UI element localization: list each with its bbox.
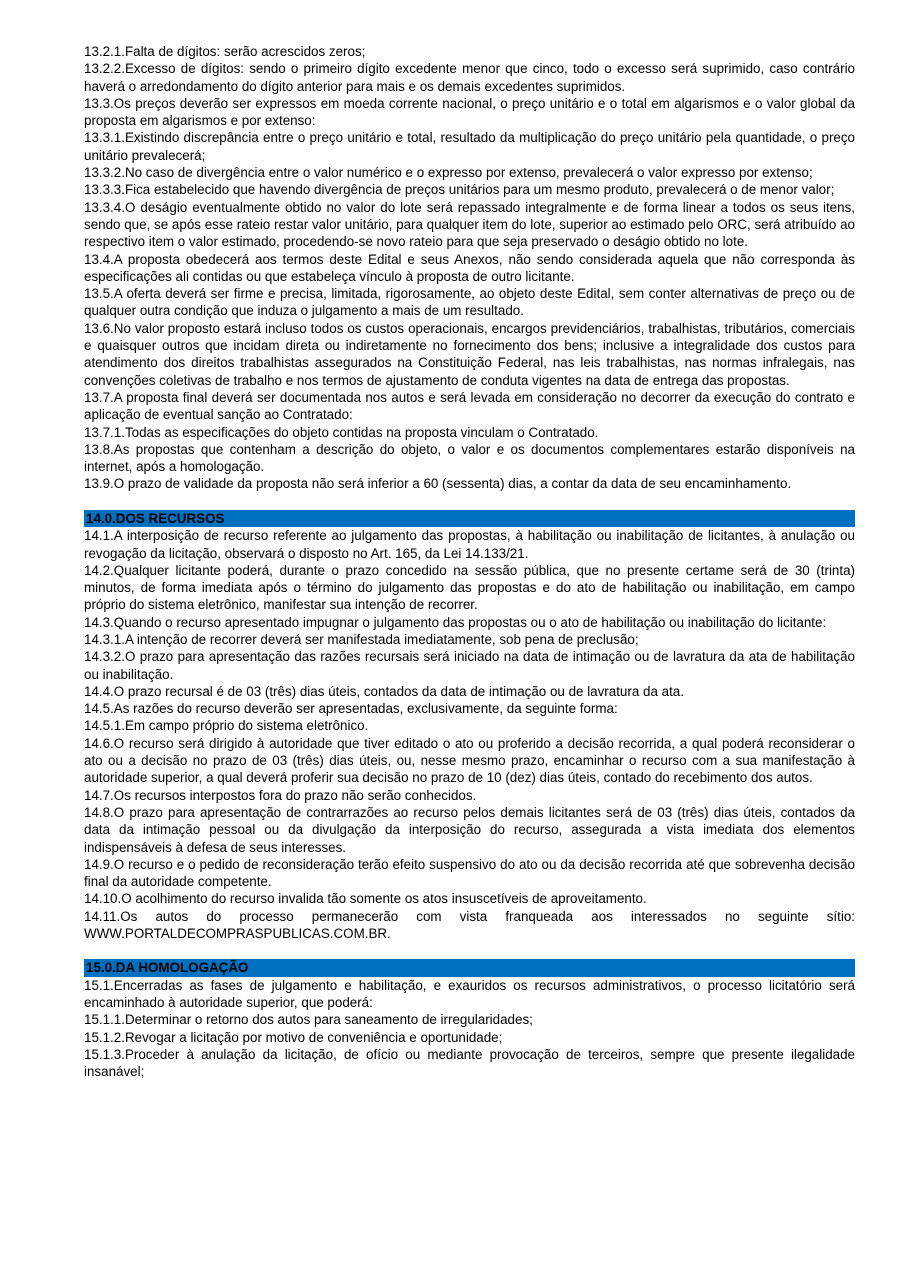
paragraph-14-10: 14.10.O acolhimento do recurso invalida tão somente os atos insuscetíveis de aproveitamento.	[84, 891, 647, 907]
paragraph-14-11: 14.11.Os autos do processo permanecerão com vista franqueada aos interessados no seguinte sítio: WWW.PORTALDECOMPRASPUBLICAS.COM.BR.	[84, 908, 855, 942]
paragraph-14-4: 14.4.O prazo recursal é de 03 (três) dias úteis, contados da data de intimação ou de lavratura da ata.	[84, 683, 684, 699]
section-14-recursos	[84, 527, 855, 942]
paragraph-14-5-1: 14.5.1.Em campo próprio do sistema eletrônico.	[84, 718, 369, 734]
paragraph-13-8: 13.8.As propostas que contenham a descrição do objeto, o valor e os documentos complementares estarão disponíveis na internet, após a homologação.	[84, 441, 855, 475]
paragraph-13-3: 13.3.Os preços deverão ser expressos em moeda corrente nacional, o preço unitário e o total em algarismos e o valor global da proposta em algarismos e por extenso:	[84, 95, 855, 129]
paragraph-13-2-1: 13.2.1.Falta de dígitos: serão acrescidos zeros;	[84, 44, 366, 59]
paragraph-13-4: 13.4.A proposta obedecerá aos termos deste Edital e seus Anexos, não sendo considerada aquela que não corresponda às especificações ali contidas ou que estabeleça vínculo à proposta de outro licitante.	[84, 251, 855, 284]
paragraph-13-2-2: 13.2.2.Excesso de dígitos: sendo o primeiro dígito excedente menor que cinco, todo o excesso será suprimido, caso contrário haverá o arredondamento do dígito anterior para mais e os demais excedentes suprimidos.	[84, 61, 855, 94]
paragraph-14-7: 14.7.Os recursos interpostos fora do prazo não serão conhecidos.	[84, 787, 477, 803]
section-heading-recursos: 14.0.DOS RECURSOS	[84, 510, 855, 528]
paragraph-14-1: 14.1.A interposição de recurso referente ao julgamento das propostas, à habilitação ou inabilitação de licitantes, à anulação ou revogação da licitação, observará o disposto no Art. 165, da Lei 14.133/21.	[84, 528, 855, 561]
paragraph-15-1-2: 15.1.2.Revogar a licitação por motivo de conveniência e oportunidade;	[84, 1029, 503, 1045]
paragraph-15-1-3: 15.1.3.Proceder à anulação da licitação, de ofício ou mediante provocação de terceiros, sempre que presente ilegalidade insanável;	[84, 1047, 855, 1080]
paragraph-14-3-1: 14.3.1.A intenção de recorrer deverá ser manifestada imediatamente, sob pena de preclusão;	[84, 632, 639, 647]
paragraph-13-6: 13.6.No valor proposto estará incluso todos os custos operacionais, encargos previdenciários, trabalhistas, tributários, comerciais e quaisquer outros que incidam direta ou indiretamente no fornecimento dos bens; inclusive a integralidade dos custos para atendimento dos direitos trabalhistas assegurados na Constituição Federal, nas leis trabalhistas, nas normas infralegais, nas convenções coletivas de trabalho e nos termos de ajustamento de conduta vigentes na data de entrega das propostas.	[84, 320, 855, 388]
paragraph-13-5: 13.5.A oferta deverá ser firme e precisa, limitada, rigorosamente, ao objeto deste Edital, sem conter alternativas de preço ou de qualquer outra condição que induza o julgamento a mais de um resultado.	[84, 286, 855, 319]
paragraph-14-3-2: 14.3.2.O prazo para apresentação das razões recursais será iniciado na data de intimação ou de lavratura da ata de habilitação ou inabilitação.	[84, 649, 855, 682]
paragraph-13-7-1: 13.7.1.Todas as especificações do objeto contidas na proposta vinculam o Contratado.	[84, 424, 599, 440]
section-15-homologacao	[84, 977, 855, 1081]
paragraph-13-3-4: 13.3.4.O deságio eventualmente obtido no valor do lote será repassado integralmente e de forma linear a todos os seus itens, sendo que, se após esse rateio restar valor unitário, para qualquer item do lote, superior ao estimado pelo ORC, será atribuído ao respectivo item o valor estimado, procedendo-se novo rateio para que seja preservado o deságio obtido no lote.	[84, 199, 855, 250]
paragraph-14-6: 14.6.O recurso será dirigido à autoridade que tiver editado o ato ou proferido a decisão recorrida, a qual poderá reconsiderar o ato ou a decisão no prazo de 03 (três) dias úteis, ou, nesse mesmo prazo, encaminhar o recurso com a sua manifestação à autoridade superior, a qual deverá proferir sua decisão no prazo de 10 (dez) dias úteis, contado do recebimento dos autos.	[84, 735, 855, 786]
paragraph-14-8: 14.8.O prazo para apresentação de contrarrazões ao recurso pelos demais licitantes será de 03 (três) dias úteis, contados da data da intimação pessoal ou da divulgação da interposição do recurso, assegurada a vista imediata dos elementos indispensáveis à defesa de seus interesses.	[84, 804, 855, 855]
paragraph-13-3-2: 13.3.2.No caso de divergência entre o valor numérico e o expresso por extenso, prevalecerá o valor expresso por extenso;	[84, 165, 813, 181]
section-13-continuation	[84, 43, 855, 493]
paragraph-13-3-3: 13.3.3.Fica estabelecido que havendo divergência de preços unitários para um mesmo produto, prevalecerá o de menor valor;	[84, 182, 835, 198]
paragraph-15-1: 15.1.Encerradas as fases de julgamento e habilitação, e exauridos os recursos administrativos, o processo licitatório será encaminhado à autoridade superior, que poderá:	[84, 977, 855, 1011]
paragraph-15-1-1: 15.1.1.Determinar o retorno dos autos para saneamento de irregularidades;	[84, 1012, 533, 1028]
paragraph-13-9: 13.9.O prazo de validade da proposta não será inferior a 60 (sessenta) dias, a contar da data de seu encaminhamento.	[84, 476, 792, 492]
paragraph-13-3-1: 13.3.1.Existindo discrepância entre o preço unitário e total, resultado da multiplicação do preço unitário pela quantidade, o preço unitário prevalecerá;	[84, 130, 855, 163]
paragraph-14-5: 14.5.As razões do recurso deverão ser apresentadas, exclusivamente, da seguinte forma:	[84, 701, 618, 717]
paragraph-14-9: 14.9.O recurso e o pedido de reconsideração terão efeito suspensivo do ato ou da decisão recorrida até que sobrevenha decisão final da autoridade competente.	[84, 856, 855, 890]
section-heading-homologacao: 15.0.DA HOMOLOGAÇÃO	[84, 959, 855, 977]
paragraph-13-7: 13.7.A proposta final deverá ser documentada nos autos e será levada em consideração no decorrer da execução do contrato e aplicação de eventual sanção ao Contratado:	[84, 389, 855, 423]
paragraph-14-2: 14.2.Qualquer licitante poderá, durante o prazo concedido na sessão pública, que no presente certame será de 30 (trinta) minutos, de forma imediata após o término do julgamento das propostas e do ato de habilitação ou inabilitação, em campo próprio do sistema eletrônico, manifestar sua intenção de recorrer.	[84, 562, 855, 613]
paragraph-14-3: 14.3.Quando o recurso apresentado impugnar o julgamento das propostas ou o ato de habilitação ou inabilitação do licitante:	[84, 614, 827, 630]
